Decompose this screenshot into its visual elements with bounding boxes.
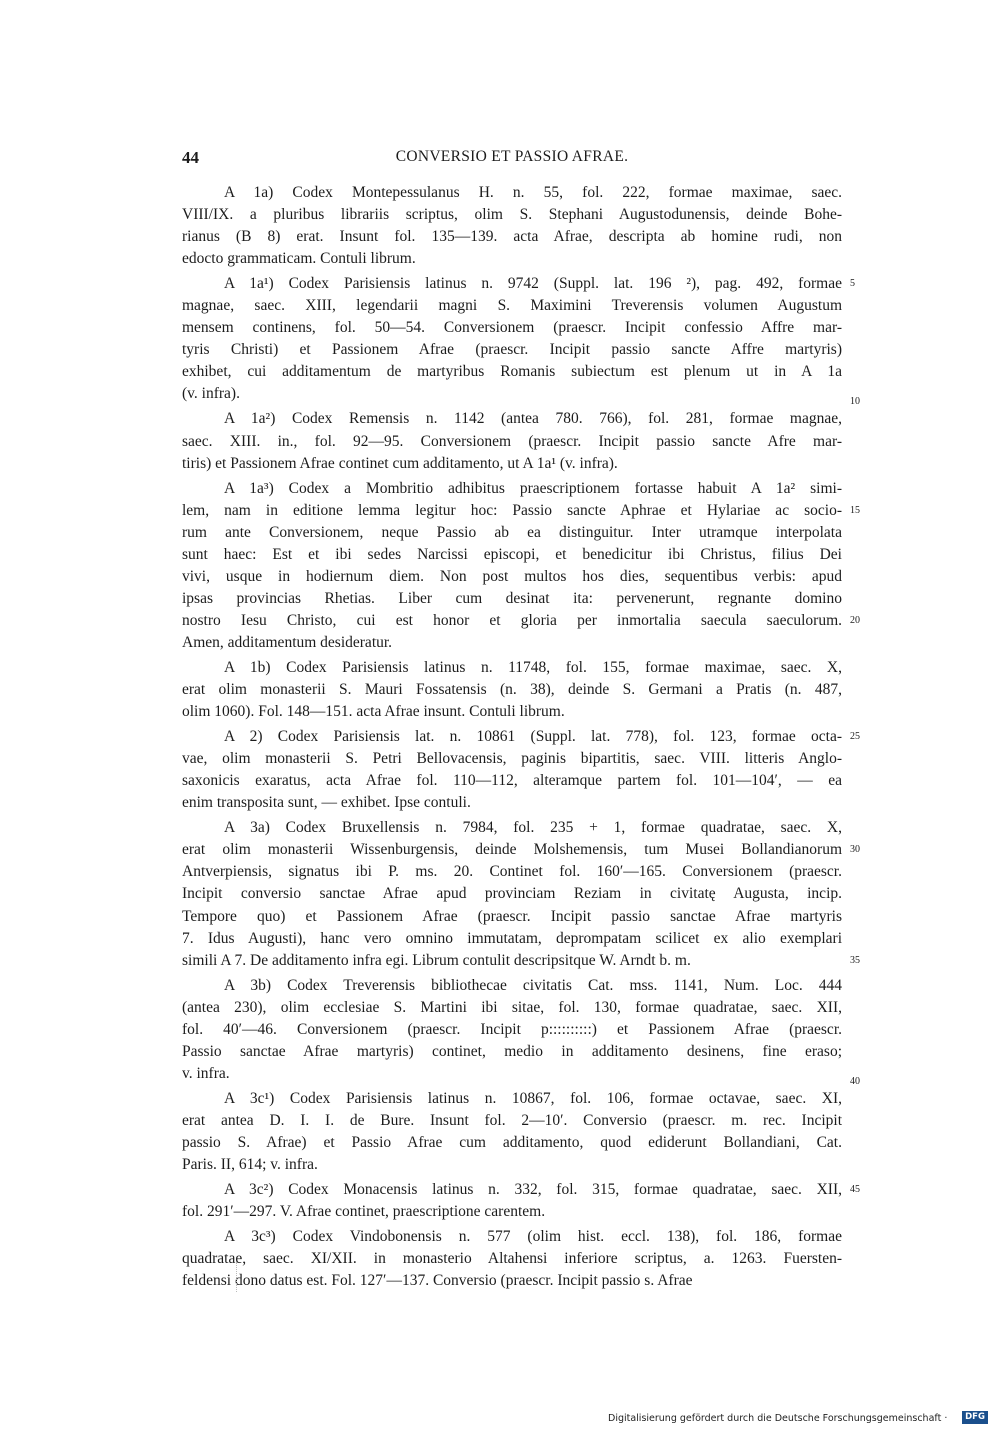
text-line	[182, 500, 860, 522]
line-number-margin: 45	[850, 1184, 860, 1196]
text-line	[182, 657, 842, 679]
digitization-credit: Digitalisierung gefördert durch die Deutsche Forschungsgemeinschaft ·	[608, 1413, 948, 1424]
line-text: A 1b) Codex Parisiensis latinus n. 11748, fol. 155, formae maximae, saec. X,	[224, 658, 842, 676]
line-number-margin: 35	[850, 954, 860, 966]
text-line	[182, 632, 842, 654]
text-line	[182, 408, 842, 430]
line-text: erat olim monasterii S. Mauri Fossatensis (n. 38), deinde S. Germani a Pratis (n. 487,	[182, 681, 842, 699]
line-text: nostro Iesu Christo, cui est honor et gloria per inmortalia saecula saeculorum.	[182, 611, 842, 629]
line-text: A 3c¹) Codex Parisiensis latinus n. 10867, fol. 106, formae octavae, saec. XI,	[224, 1089, 842, 1107]
line-text: A 3c³) Codex Vindobonensis n. 577 (olim hist. eccl. 138), fol. 186, formae	[224, 1228, 842, 1246]
line-number-margin: 20	[850, 614, 860, 626]
text-line	[182, 726, 860, 748]
text-line	[182, 950, 860, 972]
line-text: saec. XIII. in., fol. 92—95. Conversionem (praescr. Incipit passio sancte Afre mar-	[182, 432, 842, 450]
line-text: ipsas provincias Rhetias. Liber cum desinat ita: pervenerunt, regnante domino	[182, 589, 842, 607]
line-text: feldensi dono datus est. Fol. 127′—137. Conversio (praescr. Incipit passio s. Afrae	[182, 1272, 693, 1290]
text-line	[182, 273, 855, 295]
text-line	[182, 1226, 842, 1248]
line-text: 7. Idus Augusti), hanc vero omnino immutatam, deprompatam scilicet ex alio exemplari	[182, 929, 842, 947]
line-text: (v. infra).	[182, 385, 240, 403]
page-number: 44	[182, 148, 199, 167]
line-text: vae, olim monasterii S. Petri Bellovacensis, paginis bipartitis, saec. VIII. litteris Anglo-	[182, 750, 842, 768]
line-number-margin: 10	[850, 396, 860, 408]
text-line	[182, 975, 842, 997]
line-text: fol. 40′—46. Conversionem (praescr. Incipit p::::::::::) et Passionem Afrae (praescr.	[182, 1020, 842, 1038]
text-line	[182, 566, 842, 588]
line-number-margin: 25	[850, 731, 860, 743]
text-line	[182, 317, 842, 339]
line-text: magnae, saec. XIII, legendarii magni S. Maximini Treverensis volumen Augustum	[182, 297, 842, 315]
text-line	[182, 839, 860, 861]
text-line	[182, 588, 842, 610]
text-line	[182, 997, 842, 1019]
line-text: A 1a¹) Codex Parisiensis latinus n. 9742 (Suppl. lat. 196 ²), pag. 492, formae	[224, 275, 842, 293]
text-line	[182, 610, 860, 632]
text-line	[182, 861, 842, 883]
text-line	[182, 792, 842, 814]
text-line	[182, 431, 842, 453]
text-line	[182, 1201, 842, 1223]
line-text: Antverpiensis, signatus ibi P. ms. 20. Continet fol. 160′—165. Conversionem (praescr.	[182, 863, 842, 881]
text-line	[182, 1019, 842, 1041]
text-line	[182, 248, 842, 270]
text-line	[182, 1248, 842, 1270]
line-text: edocto grammaticam. Contuli librum.	[182, 250, 416, 268]
running-title: CONVERSIO ET PASSIO AFRAE.	[395, 148, 629, 165]
line-number-margin: 15	[850, 504, 860, 516]
line-text: Tempore quo) et Passionem Afrae (praescr. Incipit passio sanctae Afrae martyris	[182, 907, 842, 925]
text-line	[182, 1041, 842, 1063]
body-text	[182, 182, 860, 1292]
text-line	[182, 1179, 860, 1201]
line-text: simili A 7. De additamento infra egi. Librum contulit descripsitque W. Arndt b. m.	[182, 951, 691, 969]
text-line	[182, 679, 842, 701]
line-text: A 3b) Codex Treverensis bibliothecae civitatis Cat. mss. 1141, Num. Loc. 444	[224, 976, 842, 994]
line-text: lem, nam in editione lemma legitur hoc: Passio sancte Aphrae et Hylariae ac socio-	[182, 501, 842, 519]
text-line	[182, 817, 842, 839]
line-text: v. infra.	[182, 1064, 230, 1082]
text-line	[182, 1110, 842, 1132]
text-line	[182, 204, 842, 226]
line-text: A 1a³) Codex a Mombritio adhibitus praescriptionem fortasse habuit A 1a² simi-	[224, 479, 842, 497]
line-text: quadratae, saec. XI/XII. in monasterio Altahensi inferiore scriptus, a. 1263. Fuersten-	[182, 1250, 842, 1268]
text-line	[182, 544, 842, 566]
line-text: A 1a) Codex Montepessulanus H. n. 55, fol. 222, formae maximae, saec.	[224, 184, 842, 201]
line-text: tyris Christi) et Passionem Afrae (praescr. Incipit passio sancte Affre martyris)	[182, 341, 842, 359]
line-text: enim transposita sunt, — exhibet. Ipse contuli.	[182, 794, 471, 812]
line-text: erat olim monasterii Wissenburgensis, deinde Molshemensis, tum Musei Bollandianorum	[182, 841, 842, 859]
text-line	[182, 453, 842, 475]
line-text: Passio sanctae Afrae martyris) continet, medio in additamento desinens, fine eraso;	[182, 1042, 842, 1060]
line-text: A 2) Codex Parisiensis lat. n. 10861 (Suppl. lat. 778), fol. 123, formae octa-	[224, 728, 842, 746]
text-line	[182, 770, 842, 792]
text-line	[182, 1088, 842, 1110]
text-line	[182, 928, 842, 950]
text-line	[182, 1270, 842, 1292]
line-text: exhibet, cui additamentum de martyribus Romanis subiectum est plenum ut in A 1a	[182, 363, 842, 381]
scan-mark	[236, 1262, 239, 1292]
line-text: Amen, additamentum desideratur.	[182, 633, 393, 651]
line-number-margin: 40	[850, 1075, 860, 1087]
line-text: A 1a²) Codex Remensis n. 1142 (antea 780. 766), fol. 281, formae magnae,	[224, 410, 842, 428]
text-line	[182, 1063, 860, 1087]
line-text: rianus (B 8) erat. Insunt fol. 135—139. acta Afrae, descripta ab homine rudi, non	[182, 228, 842, 246]
text-line	[182, 1154, 842, 1176]
line-text: A 3a) Codex Bruxellensis n. 7984, fol. 235 + 1, formae quadratae, saec. X,	[224, 819, 842, 837]
line-text: passio S. Afrae) et Passio Afrae cum additamento, quod ediderunt Bollandiani, Cat.	[182, 1133, 842, 1151]
page-header	[182, 148, 842, 170]
text-line	[182, 701, 842, 723]
line-text: sunt haec: Est et ibi sedes Narcissi episcopi, et benedicitur ibi Christus, filius Dei	[182, 545, 842, 563]
line-text: fol. 291′—297. V. Afrae continet, praescriptione carentem.	[182, 1203, 546, 1221]
text-line	[182, 383, 860, 408]
line-text: saxonicis exaratus, acta Afrae fol. 110—112, alteramque partem fol. 101—104′, — ea	[182, 772, 842, 790]
line-text: (antea 230), olim ecclesiae S. Martini ibi sitae, fol. 130, formae quadratae, saec. XII,	[182, 998, 842, 1016]
text-line	[182, 226, 842, 248]
text-line	[182, 906, 842, 928]
text-line	[182, 295, 842, 317]
line-text: mensem continens, fol. 50—54. Conversionem (praescr. Incipit confessio Affre mar-	[182, 319, 842, 337]
line-text: A 3c²) Codex Monacensis latinus n. 332, fol. 315, formae quadratae, saec. XII,	[224, 1181, 842, 1199]
text-line	[182, 748, 842, 770]
line-text: Incipit conversio sanctae Afrae apud provinciam Reziam in civitatę Augusta, incip.	[182, 885, 842, 903]
line-number-margin: 30	[850, 844, 860, 856]
text-line	[182, 339, 842, 361]
dfg-logo: DFG	[962, 1411, 988, 1424]
line-text: Paris. II, 614; v. infra.	[182, 1156, 318, 1174]
text-line	[182, 361, 842, 383]
text-line	[182, 478, 842, 500]
text-line	[182, 182, 842, 204]
line-text: rum ante Conversionem, neque Passio ab ea distinguitur. Inter utramque interpolata	[182, 523, 842, 541]
text-line	[182, 522, 842, 544]
line-number-margin: 5	[850, 278, 855, 290]
text-line	[182, 883, 842, 905]
line-text: tiris) et Passionem Afrae continet cum additamento, ut A 1a¹ (v. infra).	[182, 454, 618, 472]
text-line	[182, 1132, 842, 1154]
line-text: erat antea D. I. I. de Bure. Insunt fol. 2—10′. Conversio (praescr. m. rec. Incipit	[182, 1111, 842, 1129]
line-text: VIII/IX. a pluribus librariis scriptus, olim S. Stephani Augustodunensis, deinde Bohe-	[182, 206, 842, 224]
line-text: vivi, usque in hodiernum diem. Non post multos hos dies, sequentibus verbis: apud	[182, 567, 842, 585]
line-text: olim 1060). Fol. 148—151. acta Afrae insunt. Contuli librum.	[182, 703, 565, 721]
